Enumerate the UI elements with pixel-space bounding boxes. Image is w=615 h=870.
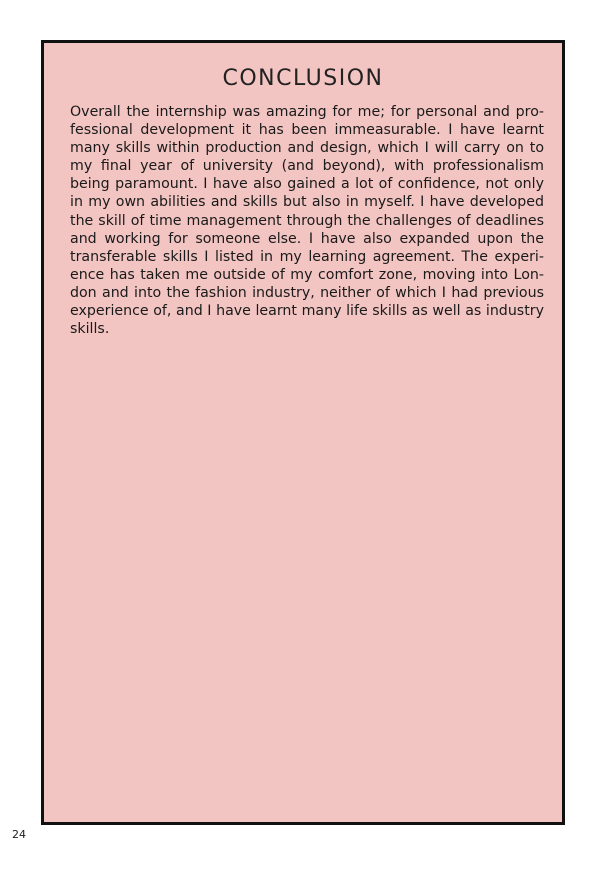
conclusion-panel [41, 40, 565, 825]
page-number: 24 [12, 828, 26, 841]
page-title: CONCLUSION [222, 66, 384, 91]
conclusion-paragraph: Overall the internship was amazing for me; for personal and professional development it has been immeasurable. I have learnt many skills within production and design, which I will carry on to my final year of university (and beyond), with professionalism being paramount. I have also gained a lot of confidence, not only in my own abilities and skills but also in myself. I have developed the skill of time management through the challenges of deadlines and working for someone else. I have also expanded upon the transferable skills I listed in my learning agreement. The experience has taken me outside of my comfort zone, moving into London and into the fashion industry, neither of which I had previous experience of, and I have learnt many life skills as well as industry skills. [70, 104, 544, 338]
